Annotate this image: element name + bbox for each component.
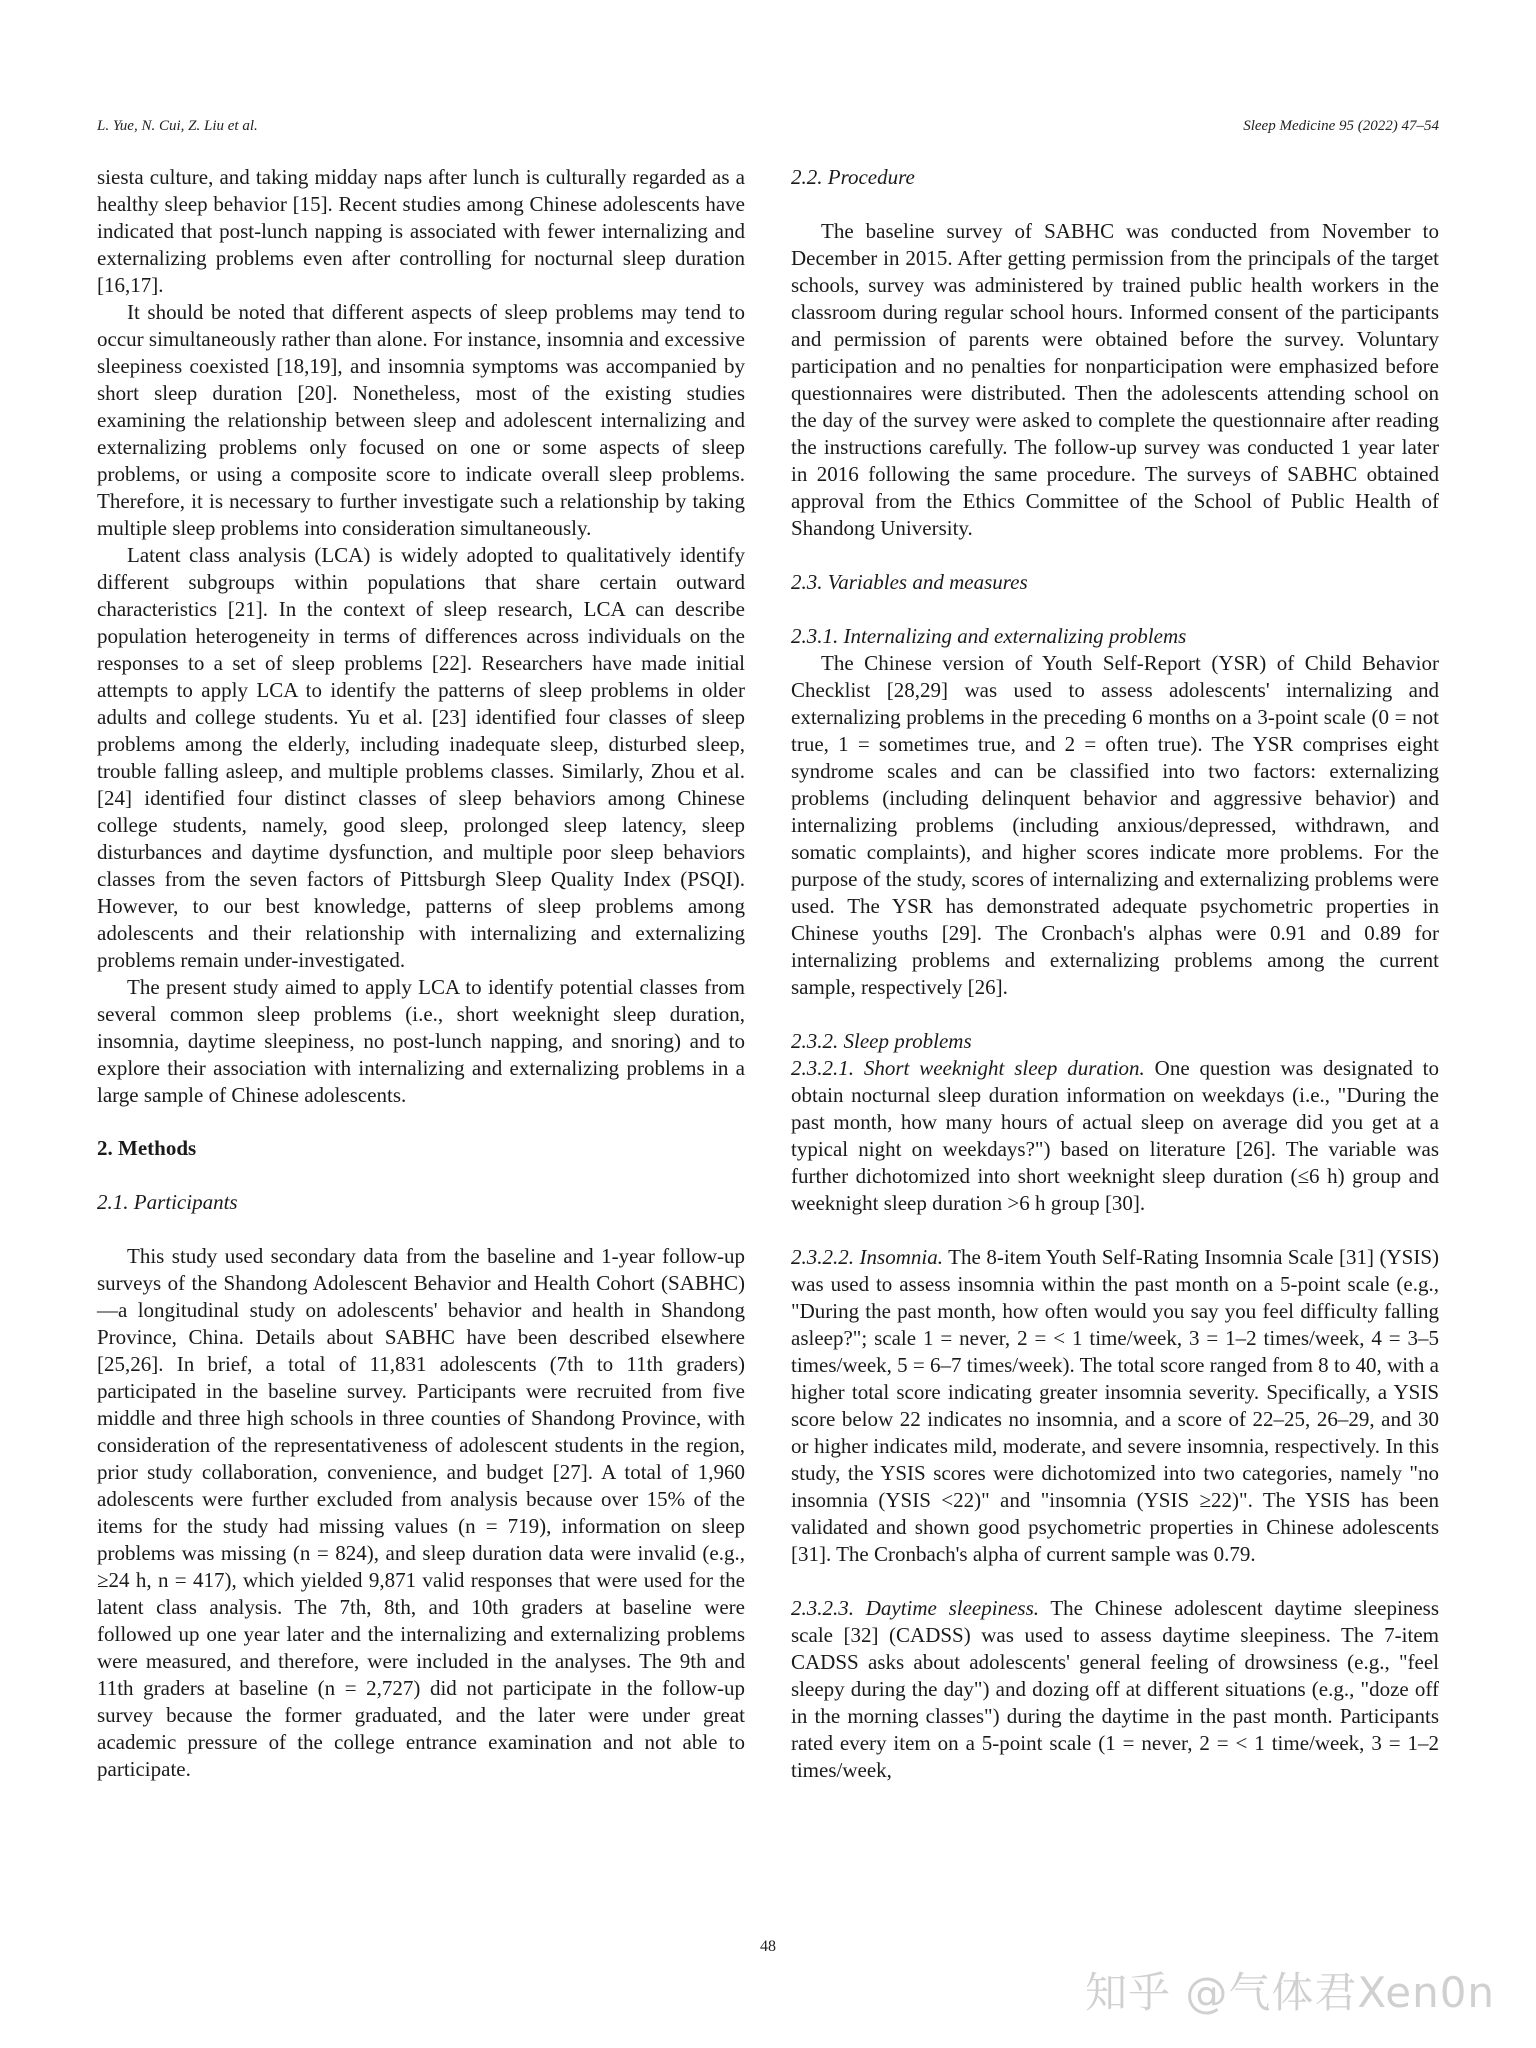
section-heading-methods: 2. Methods <box>97 1136 197 1160</box>
paragraph-daytime <box>791 1595 1439 1784</box>
page-number: 48 <box>760 1938 776 1955</box>
runin-short-sleep: 2.3.2.1. Short weeknight sleep duration. <box>791 1056 1145 1080</box>
text-insomnia: The 8-item Youth Self-Rating Insomnia Scale [31] (YSIS) was used to assess insomnia within the past month on a 5-point scale (e.g., "During the past month, how often would you say you feel difficulty falling asleep?"; scale 1 = never, 2 = < 1 time/week, 3 = 1–2 times/week, 4 = 3–5 times/week, 5 = 6–7 times/week). The total score ranged from 8 to 40, with a higher total score indicating greater insomnia severity. Specifically, a YSIS score below 22 indicates no insomnia, and a score of 22–25, 26–29, and 30 or higher indicates mild, moderate, and severe insomnia, respectively. In this study, the YSIS scores were dichotomized into two categories, namely "no insomnia (YSIS <22)" and "insomnia (YSIS ≥22)". The YSIS has been validated and shown good psychometric properties in Chinese adolescents [31]. The Cronbach's alpha of current sample was 0.79. <box>791 1245 1439 1566</box>
paragraph-left-1: siesta culture, and taking midday naps after lunch is culturally regarded as a healthy sleep behavior [15]. Recent studies among Chinese adolescents have indicated that post-lunch napping is associated with fewer internalizing and externalizing problems even after controlling for nocturnal sleep duration [16,17]. <box>97 165 745 297</box>
subsection-heading-procedure: 2.2. Procedure <box>791 165 915 189</box>
paragraph-insomnia <box>791 1244 1439 1568</box>
subsubsection-heading-internalizing: 2.3.1. Internalizing and externalizing problems <box>791 624 1187 648</box>
subsection-heading-variables: 2.3. Variables and measures <box>791 570 1028 594</box>
running-head <box>97 118 1439 135</box>
watermark: 知乎 @气体君Xen0n <box>1085 1968 1496 2017</box>
paragraph-short-sleep <box>791 1055 1439 1217</box>
author-line: L. Yue, N. Cui, Z. Liu et al. <box>97 118 258 134</box>
runin-daytime: 2.3.2.3. Daytime sleepiness. <box>791 1596 1039 1620</box>
right-column <box>791 164 1439 1784</box>
paragraph-left-3: Latent class analysis (LCA) is widely adopted to qualitatively identify different subgroups within populations that share certain outward characteristics [21]. In the context of sleep research, LCA can describe population heterogeneity in terms of differences across individuals on the responses to a set of sleep problems [22]. Researchers have made initial attempts to apply LCA to identify the patterns of sleep problems in older adults and college students. Yu et al. [23] identified four classes of sleep problems among the elderly, including inadequate sleep, disturbed sleep, trouble falling asleep, and multiple problems classes. Similarly, Zhou et al. [24] identified four distinct classes of sleep behaviors among Chinese college students, namely, good sleep, prolonged sleep latency, sleep disturbances and daytime dysfunction, and multiple poor sleep behaviors classes from the seven factors of Pittsburgh Sleep Quality Index (PSQI). However, to our best knowledge, patterns of sleep problems among adolescents and their relationship with internalizing and externalizing problems remain under-investigated. <box>97 543 745 972</box>
paragraph-procedure: The baseline survey of SABHC was conducted from November to December in 2015. After getting permission from the principals of the target schools, survey was administered by trained public health workers in the classroom during regular school hours. Informed consent of the participants and permission of parents were obtained before the survey. Voluntary participation and no penalties for nonparticipation were emphasized before questionnaires were distributed. Then the adolescents attending school on the day of the survey were asked to complete the questionnaire after reading the instructions carefully. The follow-up survey was conducted 1 year later in 2016 following the same procedure. The surveys of SABHC obtained approval from the Ethics Committee of the School of Public Health of Shandong University. <box>791 219 1439 540</box>
paragraph-participants: This study used secondary data from the baseline and 1-year follow-up surveys of the Shandong Adolescent Behavior and Health Cohort (SABHC)—a longitudinal study on adolescents' behavior and health in Shandong Province, China. Details about SABHC have been described elsewhere [25,26]. In brief, a total of 11,831 adolescents (7th to 11th graders) participated in the baseline survey. Participants were recruited from five middle and three high schools in three counties of Shandong Province, with consideration of the representativeness of adolescent students in the region, prior study collaboration, convenience, and budget [27]. A total of 1,960 adolescents were further excluded from analysis because over 15% of the items for the study had missing values (n = 719), information on sleep problems was missing (n = 824), and sleep duration data were invalid (e.g., ≥24 h, n = 417), which yielded 9,871 valid responses that were used for the latent class analysis. The 7th, 8th, and 10th graders at baseline were followed up one year later and the internalizing and externalizing problems were measured, and therefore, were included in the analyses. The 9th and 11th graders at baseline (n = 2,727) did not participate in the follow-up survey because the former graduated, and the later were under great academic pressure of the college entrance examination and not able to participate. <box>97 1244 745 1781</box>
paragraph-left-2: It should be noted that different aspects of sleep problems may tend to occur simultaneously rather than alone. For instance, insomnia and excessive sleepiness coexisted [18,19], and insomnia symptoms was accompanied by short sleep duration [20]. Nonetheless, most of the existing studies examining the relationship between sleep and adolescent internalizing and externalizing problems only focused on one or some aspects of sleep problems, or using a composite score to indicate overall sleep problems. Therefore, it is necessary to further investigate such a relationship by taking multiple sleep problems into consideration simultaneously. <box>97 300 745 540</box>
journal-citation: Sleep Medicine 95 (2022) 47–54 <box>1243 118 1439 134</box>
paragraph-left-4: The present study aimed to apply LCA to identify potential classes from several common sleep problems (i.e., short weeknight sleep duration, insomnia, daytime sleepiness, no post-lunch napping, and snoring) and to explore their association with internalizing and externalizing problems in a large sample of Chinese adolescents. <box>97 975 745 1107</box>
text-daytime: The Chinese adolescent daytime sleepiness scale [32] (CADSS) was used to assess daytime sleepiness. The 7-item CADSS asks about adolescents' general feeling of drowsiness (e.g., "feel sleepy during the day") and dozing off at different situations (e.g., "doze off in the morning classes") during the daytime in the past month. Participants rated every item on a 5-point scale (1 = never, 2 = < 1 time/week, 3 = 1–2 times/week, <box>791 1596 1439 1782</box>
runin-insomnia: 2.3.2.2. Insomnia. <box>791 1245 943 1269</box>
left-column <box>97 164 745 1783</box>
subsection-heading-participants: 2.1. Participants <box>97 1190 238 1214</box>
paragraph-internalizing: The Chinese version of Youth Self-Report (YSR) of Child Behavior Checklist [28,29] was used to assess adolescents' internalizing and externalizing problems in the preceding 6 months on a 3-point scale (0 = not true, 1 = sometimes true, and 2 = often true). The YSR comprises eight syndrome scales and can be classified into two factors: externalizing problems (including delinquent behavior and aggressive behavior) and internalizing problems (including anxious/depressed, withdrawn, and somatic complaints), and higher scores indicate more problems. For the purpose of the study, scores of internalizing and externalizing problems were used. The YSR has demonstrated adequate psychometric properties in Chinese youths [29]. The Cronbach's alphas were 0.91 and 0.89 for internalizing problems and externalizing problems among the current sample, respectively [26]. <box>791 651 1439 999</box>
subsubsection-heading-sleep: 2.3.2. Sleep problems <box>791 1029 972 1053</box>
text-short-sleep: One question was designated to obtain nocturnal sleep duration information on weekdays (i.e., "During the past month, how many hours of actual sleep on average did you get at a typical night on weekdays?") based on literature [26]. The variable was further dichotomized into short weeknight sleep duration (≤6 h) group and weeknight sleep duration >6 h group [30]. <box>791 1056 1440 1215</box>
